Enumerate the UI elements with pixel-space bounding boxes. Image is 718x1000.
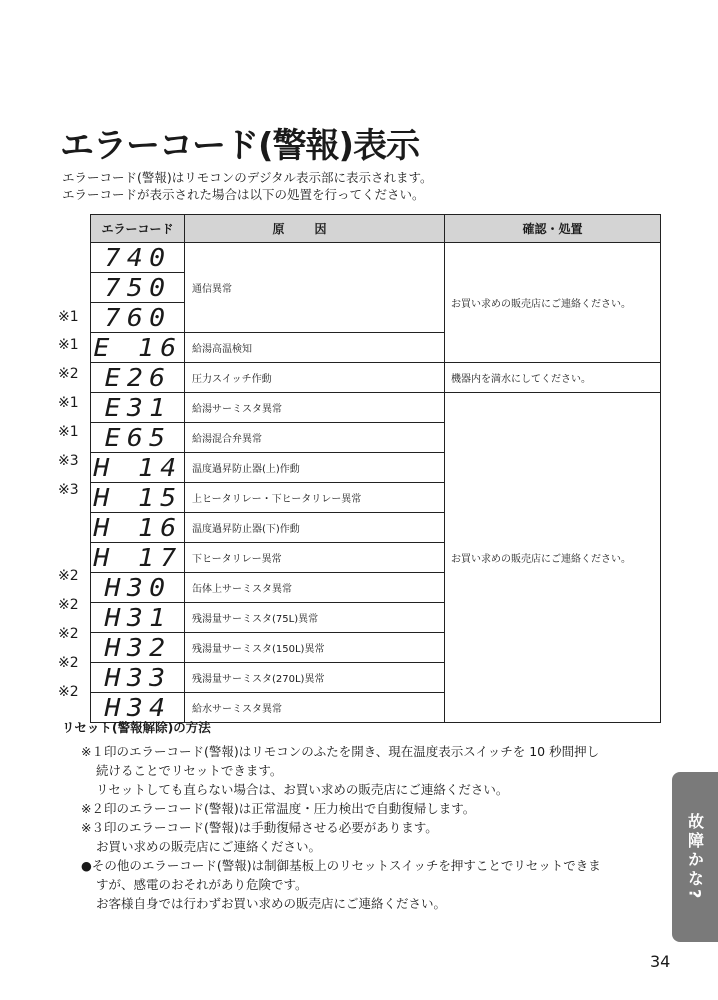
- footnote-mark: ※2: [58, 655, 79, 671]
- cause-cell: 給水サーミスタ異常: [185, 693, 445, 723]
- section-tab-label: 故障かな?: [685, 812, 705, 902]
- error-code: H 14: [88, 453, 188, 483]
- cause-cell: 圧力スイッチ作動: [185, 363, 445, 393]
- footnote-mark: ※1: [58, 337, 79, 353]
- reset-line: ※１印のエラーコード(警報)はリモコンのふたを開き、現在温度表示スイッチを 10 秒間押し: [81, 744, 600, 759]
- reset-line: リセットしても直らない場合は、お買い求めの販売店にご連絡ください。: [96, 782, 509, 797]
- table-row: [91, 243, 661, 273]
- header-action: 確認・処置: [445, 215, 661, 243]
- table-header-row: [91, 215, 661, 243]
- error-code: H32: [88, 633, 188, 663]
- error-code: E 16: [88, 333, 188, 363]
- intro-line-1: エラーコード(警報)はリモコンのデジタル表示部に表示されます。: [62, 170, 433, 185]
- reset-line: すが、感電のおそれがあり危険です。: [96, 877, 308, 892]
- error-code: H31: [88, 603, 188, 633]
- footnote-mark: ※2: [58, 684, 79, 700]
- header-cause: 原因: [185, 215, 445, 243]
- cause-cell: 給湯高温検知: [185, 333, 445, 363]
- error-code-table: [90, 214, 661, 723]
- action-cell: お買い求めの販売店にご連絡ください。: [445, 243, 661, 363]
- footnote-mark: ※1: [58, 424, 79, 440]
- intro-text: [62, 169, 433, 203]
- reset-line: 続けることでリセットできます。: [96, 763, 283, 778]
- footnote-mark: ※2: [58, 366, 79, 382]
- reset-line: ※２印のエラーコード(警報)は正常温度・圧力検出で自動復帰します。: [81, 801, 476, 816]
- footnote-mark: ※2: [58, 626, 79, 642]
- error-code: H 16: [88, 513, 188, 543]
- footnote-mark: ※1: [58, 395, 79, 411]
- reset-line: ※３印のエラーコード(警報)は手動復帰させる必要があります。: [81, 820, 438, 835]
- error-code: H33: [88, 663, 188, 693]
- footnote-mark: ※3: [58, 453, 79, 469]
- error-code: 760: [88, 303, 188, 333]
- section-tab: [672, 772, 718, 942]
- footnote-mark: ※3: [58, 482, 79, 498]
- table-row: [91, 363, 661, 393]
- cause-cell: 給湯サーミスタ異常: [185, 393, 445, 423]
- cause-cell: 残湯量サーミスタ(75L)異常: [185, 603, 445, 633]
- error-code: 740: [88, 243, 188, 273]
- cause-cell: 下ヒータリレー異常: [185, 543, 445, 573]
- page-title: エラーコード(警報)表示: [60, 126, 420, 166]
- cause-cell: 給湯混合弁異常: [185, 423, 445, 453]
- error-code: H 17: [88, 543, 188, 573]
- cause-cell: 残湯量サーミスタ(150L)異常: [185, 633, 445, 663]
- reset-heading: リセット(警報解除)の方法: [62, 720, 211, 735]
- footnote-mark: ※1: [58, 309, 79, 325]
- header-error-code: エラーコード: [91, 215, 185, 243]
- reset-line: ●その他のエラーコード(警報)は制御基板上のリセットスイッチを押すことでリセットできま: [81, 858, 601, 873]
- action-cell: お買い求めの販売店にご連絡ください。: [445, 393, 661, 723]
- cause-cell: 残湯量サーミスタ(270L)異常: [185, 663, 445, 693]
- cause-cell: 温度過昇防止器(下)作動: [185, 513, 445, 543]
- page-number: 34: [650, 952, 671, 971]
- error-code: E26: [88, 363, 188, 393]
- cause-cell: 上ヒータリレー・下ヒータリレー異常: [185, 483, 445, 513]
- error-code: E65: [88, 423, 188, 453]
- reset-section: [62, 718, 662, 913]
- intro-line-2: エラーコードが表示された場合は以下の処置を行ってください。: [62, 187, 425, 202]
- cause-cell: 缶体上サーミスタ異常: [185, 573, 445, 603]
- reset-line: お客様自身では行わずお買い求めの販売店にご連絡ください。: [96, 896, 447, 911]
- error-code: E31: [88, 393, 188, 423]
- cause-cell: 温度過昇防止器(上)作動: [185, 453, 445, 483]
- table-row: [91, 393, 661, 423]
- error-code: 750: [88, 273, 188, 303]
- error-code: H 15: [88, 483, 188, 513]
- reset-line: お買い求めの販売店にご連絡ください。: [96, 839, 322, 854]
- footnote-mark: ※2: [58, 568, 79, 584]
- cause-cell: 通信異常: [185, 243, 445, 333]
- error-code: H34: [88, 693, 188, 723]
- error-code: H30: [88, 573, 188, 603]
- footnote-mark: ※2: [58, 597, 79, 613]
- action-cell: 機器内を満水にしてください。: [445, 363, 661, 393]
